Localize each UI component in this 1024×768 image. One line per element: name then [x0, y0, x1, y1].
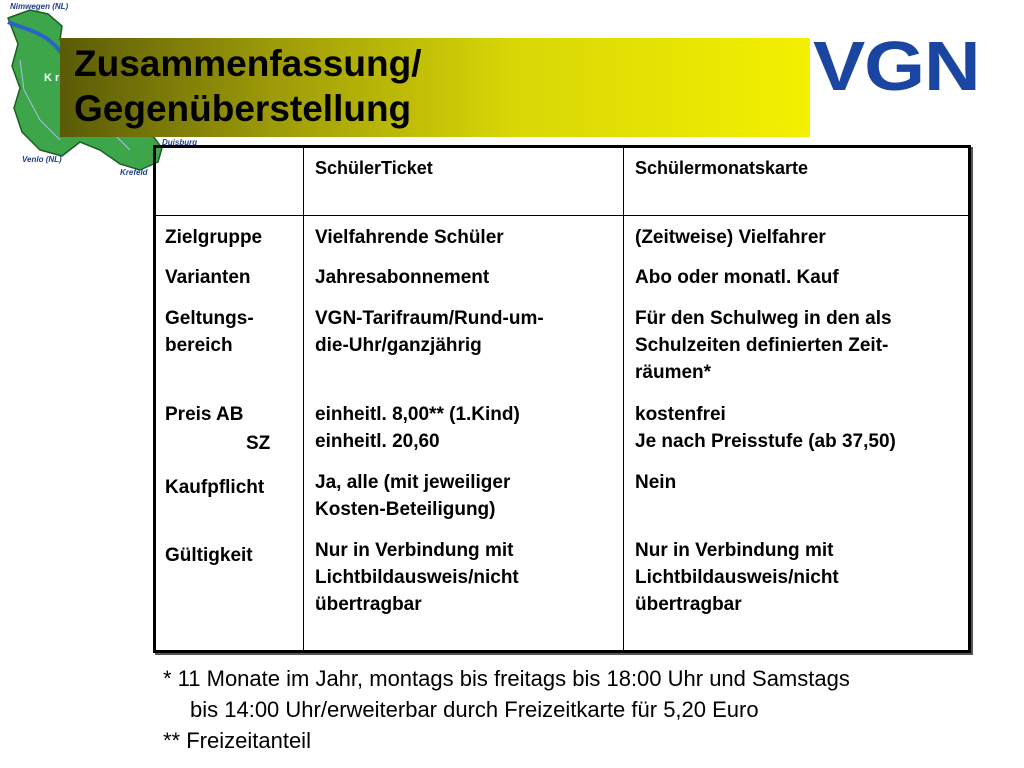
- cell-ticket-preis: einheitl. 8,00** (1.Kind) einheitl. 20,60: [315, 404, 520, 452]
- table-header-divider: [156, 215, 968, 216]
- map-label-krefeld: Krefeld: [120, 168, 148, 177]
- cell-monat-preis: kostenfrei Je nach Preisstufe (ab 37,50): [635, 404, 896, 452]
- cell-ticket-zielgruppe: Vielfahrende Schüler: [315, 227, 504, 248]
- cell-ticket-varianten: Jahresabonnement: [315, 267, 490, 288]
- cell-ticket-kaufpflicht: Ja, alle (mit jeweiliger Kosten-Beteiligung): [315, 472, 511, 520]
- footnote-double-star: ** Freizeitanteil: [163, 728, 311, 753]
- row-label-gueltigkeit: Gültigkeit: [165, 545, 253, 566]
- map-label-duisburg: Duisburg: [162, 138, 198, 147]
- footnote-star-line2: bis 14:00 Uhr/erweiterbar durch Freizeitkarte für 5,20 Euro: [190, 697, 759, 722]
- row-label-geltungsbereich: Geltungs- bereich: [165, 308, 254, 356]
- page-title-line1: Zusammenfassung/: [74, 43, 422, 84]
- map-label-venlo: Venlo (NL): [22, 155, 62, 164]
- header-schuelerticket: SchülerTicket: [315, 158, 433, 178]
- table-column-divider-2: [623, 148, 624, 650]
- cell-monat-gueltigkeit: Nur in Verbindung mit Lichtbildausweis/nicht übertragbar: [635, 540, 839, 615]
- row-label-kaufpflicht: Kaufpflicht: [165, 477, 265, 498]
- map-label-region: K r: [44, 72, 60, 84]
- header-schuelermonatskarte: Schülermonatskarte: [635, 158, 809, 178]
- table-column-divider-1: [303, 148, 304, 650]
- row-label-preis-sz: SZ: [246, 433, 271, 454]
- row-label-preis: Preis AB: [165, 404, 244, 425]
- comparison-table: [153, 145, 971, 653]
- page-title-line2: Gegenüberstellung: [74, 88, 412, 129]
- cell-monat-kaufpflicht: Nein: [635, 472, 677, 493]
- footnote-star-line1: * 11 Monate im Jahr, montags bis freitags bis 18:00 Uhr und Samstags: [163, 666, 850, 691]
- map-label-nimwegen: Nimwegen (NL): [10, 2, 69, 11]
- cell-ticket-gueltigkeit: Nur in Verbindung mit Lichtbildausweis/nicht übertragbar: [315, 540, 519, 615]
- footnotes: [163, 663, 850, 756]
- cell-monat-zielgruppe: (Zeitweise) Vielfahrer: [635, 227, 826, 248]
- row-label-zielgruppe: Zielgruppe: [165, 227, 263, 248]
- vgn-logo: VGN: [813, 27, 980, 105]
- row-label-varianten: Varianten: [165, 267, 251, 288]
- cell-monat-geltungsbereich: Für den Schulweg in den als Schulzeiten definierten Zeit- räumen*: [635, 308, 892, 383]
- page-title: [74, 41, 421, 131]
- cell-monat-varianten: Abo oder monatl. Kauf: [635, 267, 839, 288]
- cell-ticket-geltungsbereich: VGN-Tarifraum/Rund-um- die-Uhr/ganzjährig: [315, 308, 544, 356]
